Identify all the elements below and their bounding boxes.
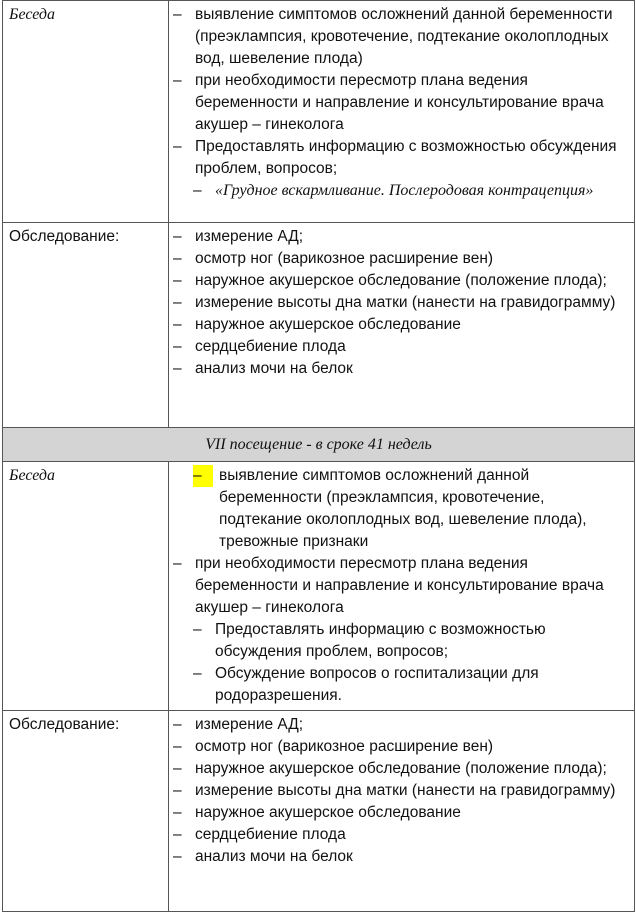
list-item-text: Обсуждение вопросов о госпитализации для родоразрешения. bbox=[215, 665, 539, 704]
table-row bbox=[3, 1, 635, 223]
dash-marker: – bbox=[173, 555, 182, 572]
list-item bbox=[169, 780, 626, 802]
list-item-text: измерение высоты дна матки (нанести на гравидограмму) bbox=[195, 782, 616, 799]
dash-marker: – bbox=[173, 782, 182, 799]
dash-marker: – bbox=[193, 182, 202, 199]
list-item-text: наружное акушерское обследование (положение плода); bbox=[195, 760, 607, 777]
list-item-text: Предоставлять информацию с возможностью обсуждения проблем, вопросов; bbox=[195, 138, 617, 177]
list-item bbox=[169, 292, 626, 314]
list-item bbox=[193, 465, 626, 553]
list-item-text: при необходимости пересмотр плана ведения беременности и направление и консультирование врача акушер – гинеколога bbox=[195, 72, 604, 133]
list-item bbox=[189, 180, 626, 202]
dash-marker: – bbox=[173, 294, 182, 311]
list-item bbox=[169, 248, 626, 270]
list-item-text: осмотр ног (варикозное расширение вен) bbox=[195, 250, 494, 267]
row-label-cell bbox=[3, 1, 169, 223]
list-item-text: измерение АД; bbox=[195, 716, 304, 733]
dash-marker: – bbox=[193, 665, 202, 682]
visit-plan-table bbox=[2, 0, 635, 912]
list-item bbox=[169, 314, 626, 336]
dash-marker: – bbox=[193, 621, 202, 638]
list-item-text: измерение высоты дна матки (нанести на гравидограмму) bbox=[195, 294, 616, 311]
list-item bbox=[169, 336, 626, 358]
dash-marker: – bbox=[173, 72, 182, 89]
row-content-cell bbox=[169, 711, 635, 912]
list-item bbox=[169, 758, 626, 780]
section-header-cell bbox=[3, 428, 635, 462]
dash-marker: – bbox=[173, 338, 182, 355]
exam-label: Обследование: bbox=[9, 228, 120, 245]
list-item bbox=[169, 70, 626, 136]
list-item bbox=[169, 846, 626, 868]
list-item-text: Предоставлять информацию с возможностью обсуждения проблем, вопросов; bbox=[215, 621, 546, 660]
list-item-text: наружное акушерское обследование (положение плода); bbox=[195, 272, 607, 289]
dash-marker: – bbox=[173, 826, 182, 843]
dash-marker: – bbox=[173, 138, 182, 155]
list-item bbox=[189, 619, 626, 663]
dash-marker: – bbox=[173, 716, 182, 733]
dash-marker: – bbox=[173, 228, 182, 245]
exam-label: Обследование: bbox=[9, 716, 120, 733]
table-row bbox=[3, 711, 635, 912]
dash-marker: – bbox=[173, 738, 182, 755]
list-item-text: выявление симптомов осложнений данной беременности (преэклампсия, кровотечение, подтекание околоплодных вод, шевеление плода), тревожные признаки bbox=[219, 467, 587, 550]
table-row bbox=[3, 462, 635, 711]
list-item bbox=[169, 824, 626, 846]
list-item bbox=[169, 226, 626, 248]
dash-marker: – bbox=[173, 804, 182, 821]
dash-marker: – bbox=[173, 360, 182, 377]
highlighted-dash-marker: – bbox=[193, 465, 213, 487]
list-item bbox=[169, 136, 626, 180]
row-label-cell bbox=[3, 223, 169, 428]
dash-marker: – bbox=[173, 316, 182, 333]
dash-marker: – bbox=[173, 6, 182, 23]
list-item bbox=[169, 714, 626, 736]
row-content-cell bbox=[169, 462, 635, 711]
list-item bbox=[169, 358, 626, 380]
dash-marker: – bbox=[173, 272, 182, 289]
list-item bbox=[169, 270, 626, 292]
list-item-text: осмотр ног (варикозное расширение вен) bbox=[195, 738, 494, 755]
list-item-text: при необходимости пересмотр плана ведения беременности и направление и консультирование врача акушер – гинеколога bbox=[195, 555, 604, 616]
list-item bbox=[169, 553, 626, 619]
dash-marker: – bbox=[173, 250, 182, 267]
beseda-label: Беседа bbox=[9, 6, 56, 23]
list-item-text: выявление симптомов осложнений данной беременности (преэклампсия, кровотечение, подтекание околоплодных вод, шевеление плода) bbox=[195, 6, 613, 67]
list-item bbox=[169, 4, 626, 70]
row-content-cell bbox=[169, 223, 635, 428]
section-header-row bbox=[3, 428, 635, 462]
dash-marker: – bbox=[173, 848, 182, 865]
list-item-text: анализ мочи на белок bbox=[195, 360, 353, 377]
row-label-cell bbox=[3, 462, 169, 711]
section-title: VII посещение - в сроке 41 недель bbox=[205, 435, 432, 453]
list-item bbox=[189, 663, 626, 707]
list-item-text: наружное акушерское обследование bbox=[195, 804, 461, 821]
list-item-text: сердцебиение плода bbox=[195, 338, 346, 355]
list-item-text: «Грудное вскармливание. Послеродовая контрацепция» bbox=[215, 182, 594, 199]
beseda-label: Беседа bbox=[9, 467, 56, 484]
table-row bbox=[3, 223, 635, 428]
list-item bbox=[169, 802, 626, 824]
dash-marker: – bbox=[173, 760, 182, 777]
row-label-cell bbox=[3, 711, 169, 912]
list-item-text: измерение АД; bbox=[195, 228, 304, 245]
list-item-text: наружное акушерское обследование bbox=[195, 316, 461, 333]
list-item bbox=[169, 736, 626, 758]
list-item-text: анализ мочи на белок bbox=[195, 848, 353, 865]
list-item-text: сердцебиение плода bbox=[195, 826, 346, 843]
row-content-cell bbox=[169, 1, 635, 223]
